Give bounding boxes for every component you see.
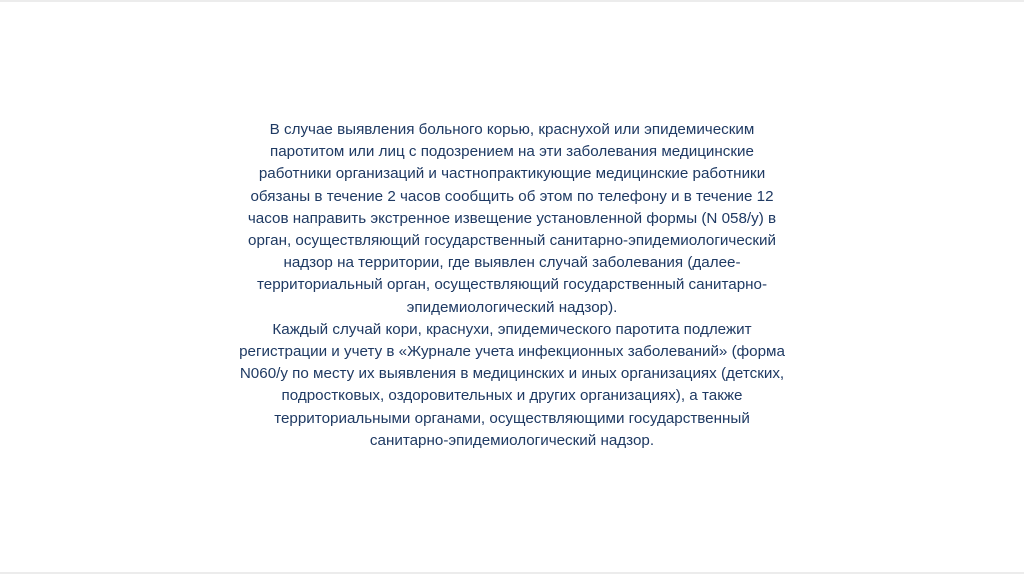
text-line: паротитом или лиц с подозрением на эти заболевания медицинские bbox=[270, 143, 754, 161]
text-line: регистрации и учету в «Журнале учета инфекционных заболеваний» (форма bbox=[239, 343, 785, 361]
text-line: территориальными органами, осуществляющими государственный bbox=[274, 409, 750, 427]
text-line: работники организаций и частнопрактикующие медицинские работники bbox=[258, 165, 766, 183]
text-line: Каждый случай кори, краснухи, эпидемического паротита подлежит bbox=[272, 320, 752, 338]
text-line: эпидемиологический надзор). bbox=[406, 298, 618, 316]
text-line: надзор на территории, где выявлен случай заболевания (далее- bbox=[283, 254, 741, 272]
paragraph-registration bbox=[190, 319, 834, 452]
paragraph-notification bbox=[190, 119, 834, 319]
slide-text-block bbox=[190, 119, 834, 452]
text-line: N060/у по месту их выявления в медицинских и иных организациях (детских, bbox=[239, 365, 785, 383]
text-line: территориальный орган, осуществляющий государственный санитарно- bbox=[256, 276, 768, 294]
text-line: орган, осуществляющий государственный санитарно-эпидемиологический bbox=[248, 232, 776, 250]
text-line: обязаны в течение 2 часов сообщить об этом по телефону и в течение 12 bbox=[250, 187, 774, 205]
text-line: подростковых, оздоровительных и других организациях), а также bbox=[281, 387, 743, 405]
slide-top-edge bbox=[0, 0, 1024, 2]
text-line: В случае выявления больного корью, краснухой или эпидемическим bbox=[269, 121, 755, 138]
text-line: санитарно-эпидемиологический надзор. bbox=[369, 431, 655, 449]
text-line: часов направить экстренное извещение установленной формы (N 058/у) в bbox=[247, 209, 777, 227]
